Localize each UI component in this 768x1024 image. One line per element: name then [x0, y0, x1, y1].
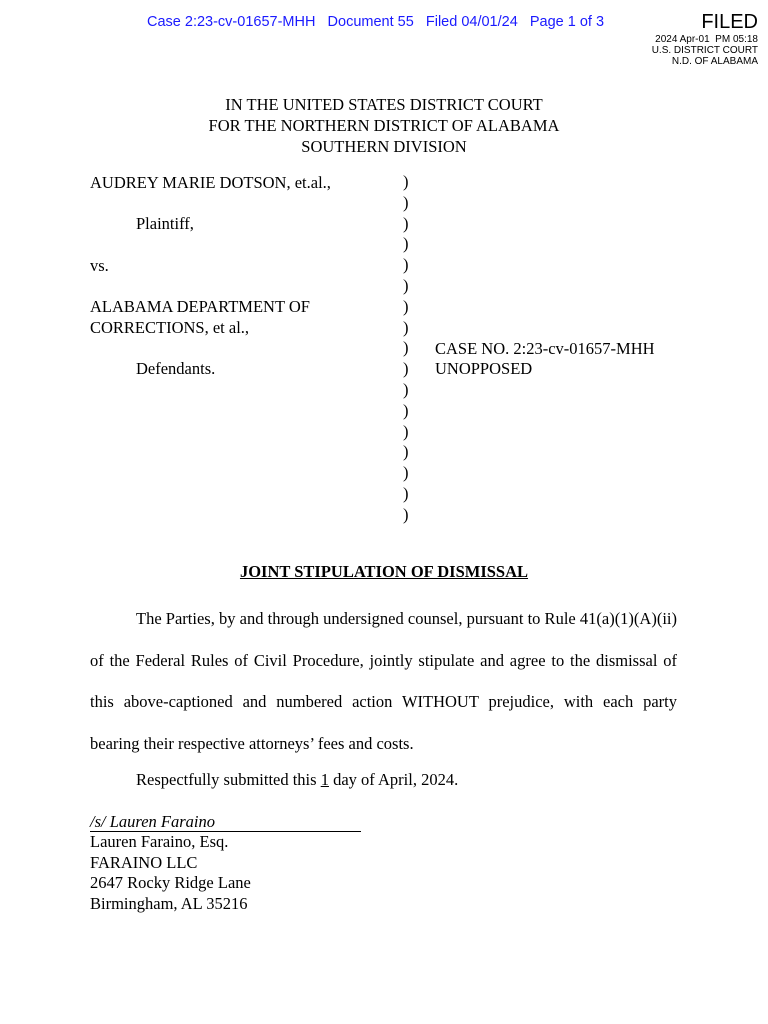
- paren: ): [403, 400, 409, 420]
- header-filed: Filed 04/01/24: [425, 14, 518, 30]
- court-line2: FOR THE NORTHERN DISTRICT OF ALABAMA: [208, 116, 560, 135]
- defendant-line1: ALABAMA DEPARTMENT OF: [90, 297, 310, 316]
- firm-street: 2647 Rocky Ridge Lane: [90, 873, 251, 893]
- ecf-header: [147, 14, 604, 30]
- paren: ): [403, 317, 409, 337]
- stamp-district: N.D. OF ALABAMA: [671, 56, 758, 67]
- versus: vs.: [90, 256, 109, 275]
- court-heading: [0, 94, 768, 157]
- paren: ): [403, 359, 409, 379]
- paren: ): [403, 296, 409, 316]
- stipulation-paragraph: The Parties, by and through undersigned counsel, pursuant to Rule 41(a)(1)(A)(ii) of the Federal Rules of Civil Procedure, jointly stipulate and agree to the dismissal of this above-captioned and numbered action WITHOUT prejudice, with each party bearing their respective attorneys’ fees and costs.: [90, 609, 677, 753]
- defendant-role: Defendants.: [136, 359, 216, 378]
- paren: ): [403, 421, 409, 441]
- submission-day: 1: [320, 770, 329, 789]
- document-title: JOINT STIPULATION OF DISMISSAL: [239, 562, 529, 581]
- submission-suffix: day of April, 2024.: [328, 770, 459, 789]
- submission-prefix: Respectfully submitted this: [136, 770, 321, 789]
- stamp-court: U.S. DISTRICT COURT: [651, 45, 758, 56]
- paren: ): [403, 504, 409, 524]
- header-case: Case 2:23-cv-01657-MHH: [147, 14, 316, 30]
- paren: ): [403, 172, 409, 191]
- submission-line: [136, 770, 458, 790]
- paren: ): [403, 463, 409, 483]
- attorney-name: Lauren Faraino, Esq.: [90, 832, 229, 851]
- firm-name: FARAINO LLC: [90, 852, 198, 872]
- filed-stamp: [652, 10, 758, 67]
- court-line1: IN THE UNITED STATES DISTRICT COURT: [225, 95, 543, 114]
- case-number: CASE NO. 2:23-cv-01657-MHH: [435, 339, 655, 358]
- stamp-date: 2024 Apr-01 PM 05:18: [655, 34, 758, 45]
- firm-city: Birmingham, AL 35216: [90, 894, 248, 914]
- unopposed-label: UNOPPOSED: [435, 359, 533, 378]
- paren: ): [403, 379, 409, 399]
- paren: ): [403, 483, 409, 503]
- caption-parentheses: [403, 172, 409, 526]
- header-page: Page 1 of 3: [529, 14, 605, 30]
- defendant-line2: CORRECTIONS, et al.,: [90, 318, 250, 337]
- stamp-title: FILED: [701, 11, 758, 33]
- paren: ): [403, 275, 409, 295]
- paren: ): [403, 442, 409, 462]
- signature-line: /s/ Lauren Faraino: [90, 812, 361, 832]
- paren: ): [403, 213, 409, 233]
- header-document: Document 55: [327, 14, 414, 30]
- paren: ): [403, 192, 409, 212]
- plaintiff-role: Plaintiff,: [136, 214, 194, 233]
- court-line3: SOUTHERN DIVISION: [301, 137, 467, 156]
- paren: ): [403, 255, 409, 275]
- paren: ): [403, 234, 409, 254]
- attorney-block: [90, 832, 251, 915]
- paren: ): [403, 338, 409, 358]
- plaintiff-name: AUDREY MARIE DOTSON, et.al.,: [90, 173, 331, 192]
